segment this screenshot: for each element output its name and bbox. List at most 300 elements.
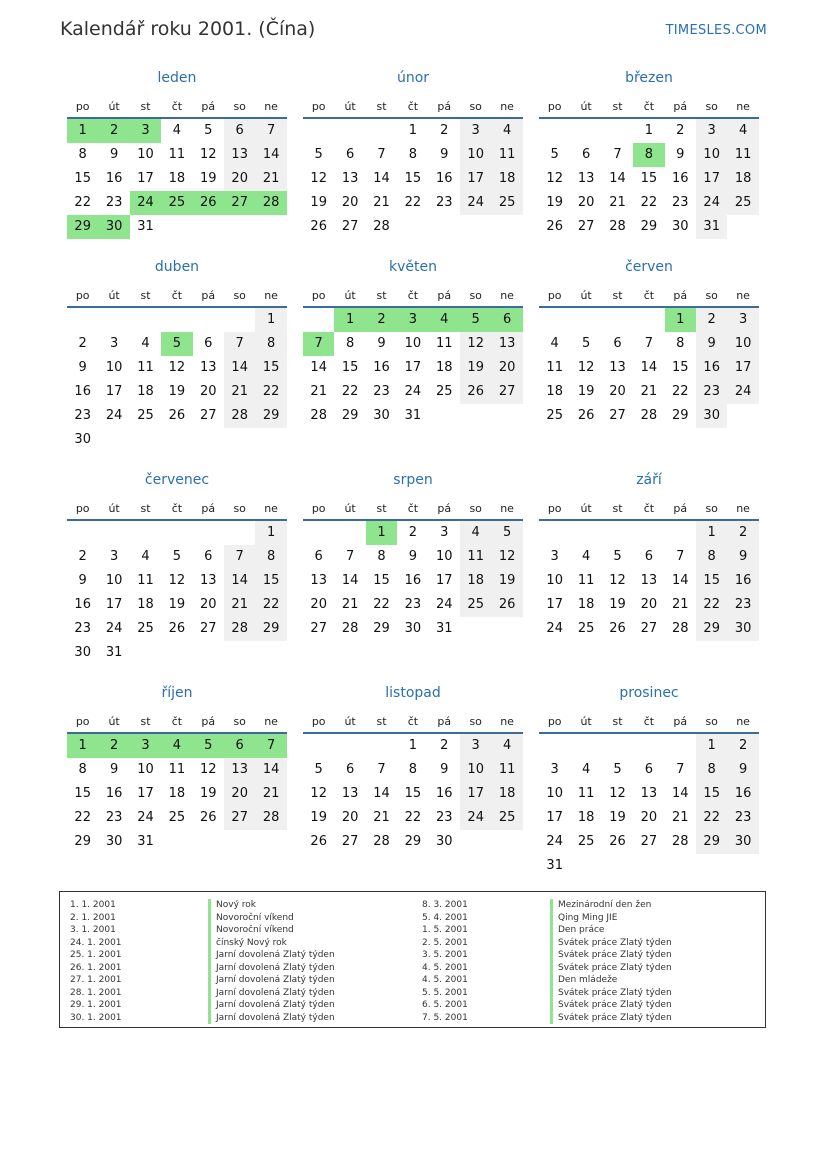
weekday-header: čt bbox=[407, 502, 419, 515]
day-cell: 30 bbox=[105, 834, 123, 849]
holiday-day-cell: 25 bbox=[161, 191, 192, 215]
day-cell: 12 bbox=[491, 545, 522, 569]
day-cell: 31 bbox=[696, 215, 727, 239]
legend-holiday-name: Svátek práce Zlatý týden bbox=[550, 949, 672, 962]
day-cell: 23 bbox=[105, 810, 123, 825]
day-cell: 18 bbox=[168, 786, 186, 801]
day-cell: 2 bbox=[78, 336, 87, 351]
day-cell: 11 bbox=[168, 147, 186, 162]
day-cell: 16 bbox=[672, 171, 689, 186]
weekday-header: so bbox=[469, 502, 482, 515]
day-cell: 22 bbox=[696, 593, 727, 617]
day-cell: 21 bbox=[373, 810, 390, 825]
holiday-day-cell: 29 bbox=[67, 215, 98, 239]
day-cell: 21 bbox=[310, 384, 327, 399]
day-cell: 13 bbox=[224, 143, 255, 167]
day-cell: 24 bbox=[546, 621, 563, 636]
day-cell: 18 bbox=[546, 384, 563, 399]
day-cell: 3 bbox=[460, 119, 491, 143]
weekday-header: po bbox=[75, 289, 90, 302]
month-name: březen bbox=[625, 70, 673, 86]
legend-holiday-name: Den práce bbox=[550, 924, 672, 937]
legend-date: 30. 1. 2001 bbox=[70, 1012, 122, 1023]
day-cell: 20 bbox=[640, 597, 658, 612]
day-cell: 12 bbox=[460, 332, 491, 356]
day-cell: 28 bbox=[341, 621, 359, 636]
day-cell: 3 bbox=[109, 336, 119, 351]
day-cell: 15 bbox=[640, 171, 658, 186]
day-cell: 21 bbox=[255, 782, 286, 806]
day-cell: 24 bbox=[404, 384, 422, 399]
weekday-header: út bbox=[108, 502, 120, 515]
day-cell: 22 bbox=[255, 593, 286, 617]
day-cell: 25 bbox=[168, 810, 186, 825]
day-cell: 30 bbox=[696, 404, 727, 428]
day-cell: 10 bbox=[696, 143, 727, 167]
day-cell: 14 bbox=[255, 143, 286, 167]
day-cell: 18 bbox=[491, 167, 522, 191]
day-cell: 26 bbox=[491, 593, 522, 617]
day-cell: 1 bbox=[696, 734, 727, 758]
legend-holiday-name: Jarní dovolená Zlatý týden bbox=[208, 949, 335, 962]
holiday-day-cell: 3 bbox=[130, 119, 161, 143]
day-cell: 31 bbox=[436, 621, 453, 636]
weekday-header: pá bbox=[201, 502, 216, 515]
day-cell: 24 bbox=[460, 191, 491, 215]
weekday-header: út bbox=[344, 289, 356, 302]
legend-date: 26. 1. 2001 bbox=[70, 962, 122, 973]
day-cell: 28 bbox=[640, 408, 658, 423]
day-cell: 31 bbox=[105, 645, 123, 660]
day-cell: 19 bbox=[460, 356, 491, 380]
day-cell: 21 bbox=[224, 593, 255, 617]
brand-link[interactable]: TIMESLES.COM bbox=[665, 23, 767, 38]
day-cell: 18 bbox=[577, 810, 595, 825]
weekday-header: ne bbox=[264, 289, 278, 302]
day-cell: 28 bbox=[672, 834, 689, 849]
month-divider bbox=[67, 306, 287, 308]
day-cell: 6 bbox=[204, 549, 213, 564]
legend-holiday-name: Jarní dovolená Zlatý týden bbox=[208, 974, 335, 987]
holiday-day-cell: 3 bbox=[130, 734, 161, 758]
day-cell: 14 bbox=[640, 360, 658, 375]
weekday-header: čt bbox=[171, 100, 183, 113]
day-cell: 26 bbox=[577, 408, 595, 423]
day-cell: 16 bbox=[105, 786, 123, 801]
day-cell: 11 bbox=[577, 573, 595, 588]
day-cell: 13 bbox=[200, 360, 217, 375]
day-cell: 25 bbox=[546, 408, 563, 423]
day-cell: 29 bbox=[640, 219, 658, 234]
day-cell: 1 bbox=[696, 521, 727, 545]
weekday-header: čt bbox=[643, 715, 655, 728]
day-cell: 16 bbox=[74, 384, 91, 399]
day-cell: 6 bbox=[644, 762, 654, 777]
day-cell: 8 bbox=[377, 549, 386, 564]
weekday-header: st bbox=[376, 715, 387, 728]
holiday-day-cell: 5 bbox=[460, 308, 491, 332]
legend-date: 2. 5. 2001 bbox=[422, 937, 468, 948]
legend-left-names bbox=[208, 899, 335, 1024]
legend-holiday-name: Svátek práce Zlatý týden bbox=[550, 1012, 672, 1025]
day-cell: 19 bbox=[168, 597, 186, 612]
day-cell: 20 bbox=[224, 167, 255, 191]
day-cell: 23 bbox=[105, 195, 123, 210]
day-cell: 4 bbox=[581, 762, 591, 777]
day-cell: 17 bbox=[436, 573, 453, 588]
day-cell: 18 bbox=[168, 171, 186, 186]
weekday-header: so bbox=[233, 100, 246, 113]
month-name: listopad bbox=[385, 685, 441, 701]
day-cell: 10 bbox=[105, 573, 123, 588]
day-cell: 4 bbox=[491, 734, 522, 758]
day-cell: 24 bbox=[460, 806, 491, 830]
day-cell: 12 bbox=[168, 573, 186, 588]
day-cell: 30 bbox=[373, 408, 390, 423]
day-cell: 8 bbox=[345, 336, 355, 351]
weekday-header: ne bbox=[736, 289, 750, 302]
weekday-header: út bbox=[108, 715, 120, 728]
day-cell: 10 bbox=[137, 762, 154, 777]
day-cell: 4 bbox=[141, 336, 150, 351]
day-cell: 22 bbox=[696, 806, 727, 830]
day-cell: 4 bbox=[581, 549, 591, 564]
day-cell: 5 bbox=[613, 549, 622, 564]
day-cell: 10 bbox=[460, 758, 491, 782]
day-cell: 15 bbox=[672, 360, 689, 375]
day-cell: 28 bbox=[255, 806, 286, 830]
weekday-header: út bbox=[344, 715, 356, 728]
day-cell: 21 bbox=[255, 167, 286, 191]
day-cell: 5 bbox=[581, 336, 591, 351]
day-cell: 2 bbox=[78, 549, 87, 564]
day-cell: 20 bbox=[200, 597, 217, 612]
day-cell: 6 bbox=[224, 119, 255, 143]
day-cell: 16 bbox=[696, 356, 727, 380]
day-cell: 9 bbox=[109, 762, 119, 777]
day-cell: 22 bbox=[404, 195, 422, 210]
day-cell: 24 bbox=[105, 621, 123, 636]
day-cell: 19 bbox=[200, 171, 217, 186]
day-cell: 26 bbox=[168, 408, 186, 423]
day-cell: 14 bbox=[609, 171, 626, 186]
day-cell: 4 bbox=[491, 119, 522, 143]
holiday-day-cell: 6 bbox=[491, 308, 522, 332]
day-cell: 12 bbox=[200, 762, 217, 777]
day-cell: 7 bbox=[255, 119, 286, 143]
day-cell: 25 bbox=[460, 593, 491, 617]
day-cell: 25 bbox=[577, 834, 595, 849]
day-cell: 16 bbox=[727, 782, 758, 806]
day-cell: 14 bbox=[310, 360, 327, 375]
weekday-header: st bbox=[140, 289, 151, 302]
day-cell: 21 bbox=[341, 597, 359, 612]
day-cell: 22 bbox=[640, 195, 658, 210]
weekday-header: so bbox=[233, 289, 246, 302]
weekday-header: út bbox=[344, 502, 356, 515]
legend-holiday-name: Mezinárodní den žen bbox=[550, 899, 672, 912]
weekday-header: po bbox=[547, 715, 562, 728]
legend-left-dates bbox=[70, 899, 122, 1024]
weekday-header: st bbox=[140, 502, 151, 515]
weekday-header: st bbox=[612, 502, 623, 515]
holiday-day-cell: 1 bbox=[366, 521, 397, 545]
day-cell: 19 bbox=[609, 810, 626, 825]
month-divider bbox=[67, 519, 287, 521]
month-name: prosinec bbox=[619, 685, 679, 701]
day-cell: 21 bbox=[373, 195, 390, 210]
day-cell: 25 bbox=[491, 191, 522, 215]
day-cell: 6 bbox=[345, 762, 355, 777]
day-cell: 13 bbox=[310, 573, 327, 588]
legend-date: 4. 5. 2001 bbox=[422, 962, 468, 973]
day-cell: 29 bbox=[255, 404, 286, 428]
day-cell: 20 bbox=[341, 195, 359, 210]
day-cell: 19 bbox=[609, 597, 626, 612]
day-cell: 19 bbox=[546, 195, 563, 210]
day-cell: 8 bbox=[255, 545, 286, 569]
weekday-header: po bbox=[75, 715, 90, 728]
holiday-day-cell: 7 bbox=[303, 332, 334, 356]
day-cell: 22 bbox=[373, 597, 390, 612]
month-name: leden bbox=[157, 70, 197, 86]
legend-date: 3. 1. 2001 bbox=[70, 925, 116, 936]
legend-date: 24. 1. 2001 bbox=[70, 937, 122, 948]
day-cell: 15 bbox=[404, 786, 422, 801]
day-cell: 9 bbox=[727, 545, 758, 569]
weekday-header: út bbox=[108, 289, 120, 302]
weekday-header: ne bbox=[736, 715, 750, 728]
day-cell: 18 bbox=[460, 569, 491, 593]
day-cell: 20 bbox=[224, 782, 255, 806]
day-cell: 8 bbox=[696, 758, 727, 782]
weekday-header: so bbox=[705, 100, 718, 113]
day-cell: 3 bbox=[109, 549, 119, 564]
day-cell: 15 bbox=[696, 569, 727, 593]
day-cell: 17 bbox=[546, 597, 563, 612]
legend-holiday-name: Novoroční víkend bbox=[208, 924, 335, 937]
day-cell: 18 bbox=[137, 384, 154, 399]
month-name: únor bbox=[396, 70, 430, 86]
day-cell: 27 bbox=[640, 621, 658, 636]
day-cell: 15 bbox=[696, 782, 727, 806]
weekday-header: út bbox=[580, 715, 592, 728]
holiday-day-cell: 2 bbox=[366, 308, 397, 332]
day-cell: 8 bbox=[676, 336, 685, 351]
day-cell: 2 bbox=[440, 123, 449, 138]
day-cell: 20 bbox=[341, 810, 359, 825]
day-cell: 25 bbox=[137, 408, 154, 423]
weekday-header: po bbox=[311, 502, 326, 515]
day-cell: 23 bbox=[373, 384, 390, 399]
day-cell: 18 bbox=[577, 597, 595, 612]
weekday-header: pá bbox=[437, 289, 452, 302]
legend-holiday-name: Qing Ming JIE bbox=[550, 912, 672, 925]
legend-holiday-name: Svátek práce Zlatý týden bbox=[550, 987, 672, 1000]
day-cell: 31 bbox=[546, 858, 563, 873]
day-cell: 24 bbox=[436, 597, 453, 612]
day-cell: 9 bbox=[440, 147, 449, 162]
day-cell: 8 bbox=[78, 762, 87, 777]
day-cell: 12 bbox=[310, 171, 327, 186]
weekday-header: pá bbox=[437, 100, 452, 113]
day-cell: 12 bbox=[310, 786, 327, 801]
day-cell: 7 bbox=[224, 545, 255, 569]
weekday-header: st bbox=[376, 289, 387, 302]
day-cell: 17 bbox=[727, 356, 758, 380]
day-cell: 9 bbox=[377, 336, 386, 351]
day-cell: 22 bbox=[404, 810, 422, 825]
day-cell: 1 bbox=[255, 521, 286, 545]
weekday-header: čt bbox=[171, 289, 183, 302]
day-cell: 5 bbox=[314, 762, 323, 777]
day-cell: 21 bbox=[672, 810, 689, 825]
day-cell: 6 bbox=[204, 336, 213, 351]
day-cell: 5 bbox=[314, 147, 323, 162]
day-cell: 27 bbox=[341, 834, 359, 849]
day-cell: 3 bbox=[696, 119, 727, 143]
day-cell: 29 bbox=[696, 830, 727, 854]
weekday-header: ne bbox=[264, 502, 278, 515]
legend-date: 1. 5. 2001 bbox=[422, 925, 468, 936]
day-cell: 18 bbox=[491, 782, 522, 806]
holiday-day-cell: 2 bbox=[98, 734, 129, 758]
weekday-header: čt bbox=[643, 289, 655, 302]
day-cell: 7 bbox=[644, 336, 654, 351]
day-cell: 8 bbox=[255, 332, 286, 356]
day-cell: 18 bbox=[727, 167, 758, 191]
day-cell: 12 bbox=[168, 360, 186, 375]
day-cell: 19 bbox=[200, 786, 217, 801]
day-cell: 22 bbox=[255, 380, 286, 404]
day-cell: 27 bbox=[200, 621, 217, 636]
day-cell: 27 bbox=[609, 408, 626, 423]
day-cell: 22 bbox=[74, 810, 91, 825]
day-cell: 3 bbox=[550, 549, 559, 564]
weekday-header: pá bbox=[201, 289, 216, 302]
holiday-day-cell: 1 bbox=[334, 308, 365, 332]
legend-date: 29. 1. 2001 bbox=[70, 1000, 122, 1011]
weekday-header: po bbox=[547, 502, 562, 515]
day-cell: 21 bbox=[224, 380, 255, 404]
day-cell: 19 bbox=[491, 569, 522, 593]
day-cell: 9 bbox=[78, 573, 87, 588]
day-cell: 16 bbox=[727, 569, 758, 593]
day-cell: 15 bbox=[404, 171, 422, 186]
day-cell: 27 bbox=[341, 219, 359, 234]
weekday-header: pá bbox=[201, 715, 216, 728]
month-name: květen bbox=[389, 259, 437, 275]
day-cell: 2 bbox=[440, 738, 449, 753]
day-cell: 15 bbox=[341, 360, 359, 375]
weekday-header: ne bbox=[500, 289, 514, 302]
holiday-day-cell: 5 bbox=[161, 332, 192, 356]
weekday-header: čt bbox=[643, 502, 655, 515]
weekday-header: st bbox=[612, 715, 623, 728]
day-cell: 30 bbox=[74, 432, 91, 447]
legend-holiday-name: Svátek práce Zlatý týden bbox=[550, 999, 672, 1012]
weekday-header: po bbox=[547, 289, 562, 302]
weekday-header: út bbox=[580, 100, 592, 113]
day-cell: 20 bbox=[310, 597, 327, 612]
legend-holiday-name: Den mládeže bbox=[550, 974, 672, 987]
day-cell: 17 bbox=[137, 171, 154, 186]
day-cell: 13 bbox=[200, 573, 217, 588]
day-cell: 11 bbox=[168, 762, 186, 777]
weekday-header: čt bbox=[407, 100, 419, 113]
day-cell: 14 bbox=[373, 171, 390, 186]
weekday-header: út bbox=[344, 100, 356, 113]
weekday-header: so bbox=[233, 715, 246, 728]
day-cell: 9 bbox=[440, 762, 449, 777]
holiday-day-cell: 4 bbox=[161, 734, 192, 758]
day-cell: 4 bbox=[727, 119, 758, 143]
day-cell: 6 bbox=[613, 336, 622, 351]
weekday-header: st bbox=[140, 715, 151, 728]
day-cell: 27 bbox=[310, 621, 327, 636]
day-cell: 5 bbox=[172, 549, 182, 564]
day-cell: 27 bbox=[577, 219, 595, 234]
day-cell: 26 bbox=[168, 621, 186, 636]
holiday-day-cell: 24 bbox=[130, 191, 161, 215]
day-cell: 30 bbox=[436, 834, 453, 849]
weekday-header: po bbox=[311, 289, 326, 302]
day-cell: 18 bbox=[137, 597, 154, 612]
day-cell: 20 bbox=[609, 384, 626, 399]
day-cell: 23 bbox=[727, 593, 758, 617]
day-cell: 13 bbox=[341, 786, 359, 801]
day-cell: 15 bbox=[373, 573, 390, 588]
day-cell: 23 bbox=[696, 380, 727, 404]
month-name: srpen bbox=[393, 472, 433, 488]
weekday-header: so bbox=[469, 289, 482, 302]
day-cell: 10 bbox=[404, 336, 422, 351]
day-cell: 12 bbox=[546, 171, 563, 186]
day-cell: 13 bbox=[640, 786, 658, 801]
day-cell: 15 bbox=[255, 569, 286, 593]
weekday-header: so bbox=[705, 289, 718, 302]
day-cell: 29 bbox=[255, 617, 286, 641]
legend-date: 3. 5. 2001 bbox=[422, 950, 468, 961]
day-cell: 28 bbox=[373, 219, 390, 234]
day-cell: 21 bbox=[609, 195, 626, 210]
day-cell: 24 bbox=[727, 380, 758, 404]
day-cell: 29 bbox=[672, 408, 689, 423]
day-cell: 10 bbox=[727, 332, 758, 356]
day-cell: 10 bbox=[436, 549, 453, 564]
day-cell: 5 bbox=[550, 147, 559, 162]
day-cell: 20 bbox=[200, 384, 217, 399]
day-cell: 6 bbox=[581, 147, 591, 162]
weekday-header: so bbox=[469, 100, 482, 113]
day-cell: 22 bbox=[341, 384, 359, 399]
day-cell: 13 bbox=[341, 171, 359, 186]
day-cell: 11 bbox=[436, 336, 453, 351]
weekday-header: út bbox=[108, 100, 120, 113]
weekday-header: so bbox=[705, 502, 718, 515]
day-cell: 23 bbox=[74, 408, 91, 423]
day-cell: 31 bbox=[404, 408, 422, 423]
day-cell: 22 bbox=[672, 384, 689, 399]
day-cell: 20 bbox=[640, 810, 658, 825]
day-cell: 30 bbox=[672, 219, 689, 234]
day-cell: 17 bbox=[546, 810, 563, 825]
weekday-header: po bbox=[75, 502, 90, 515]
holiday-day-cell: 3 bbox=[397, 308, 428, 332]
day-cell: 10 bbox=[546, 573, 563, 588]
holiday-day-cell: 1 bbox=[67, 119, 98, 143]
legend-holiday-name: Jarní dovolená Zlatý týden bbox=[208, 1012, 335, 1025]
